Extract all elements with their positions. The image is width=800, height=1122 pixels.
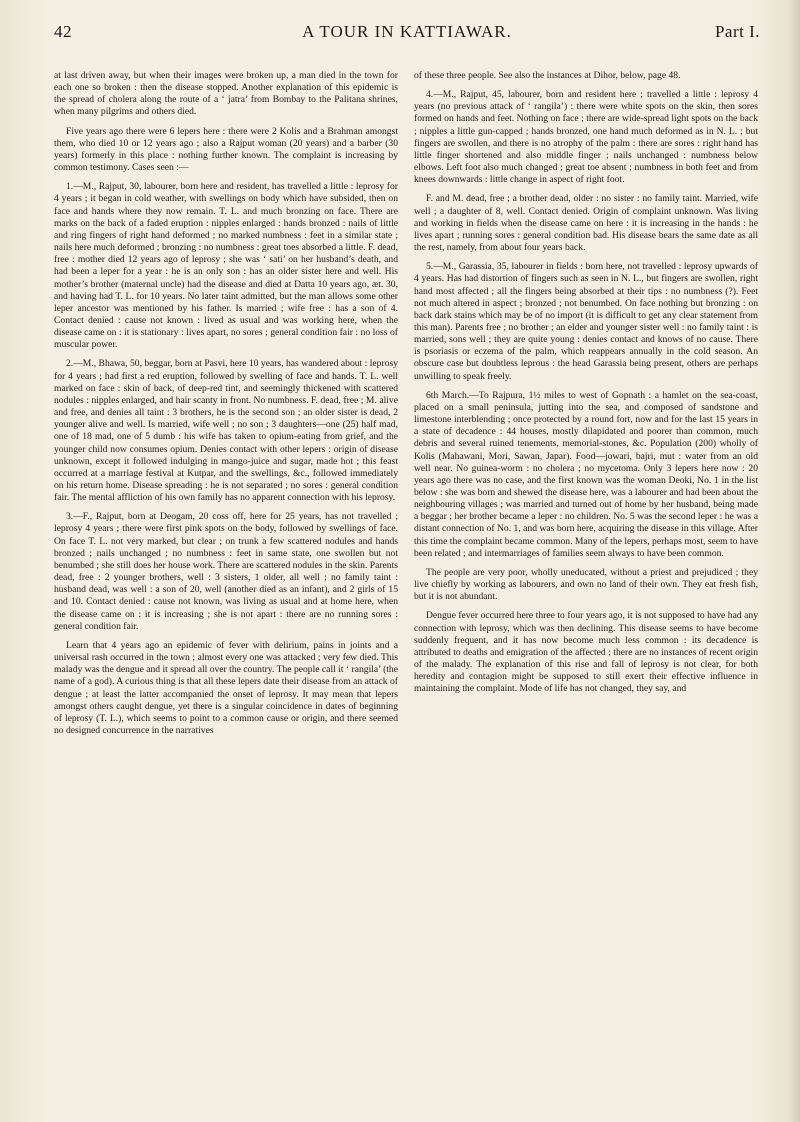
case-entry: 2.—M., Bhawa, 50, beggar, born at Pasvi, here 10 years, has wandered about : leprosy for 4 years ; had first a red eruption, followed by swelling of face and hands. T. L. well marked on face : skin of back, of deep-red tint, and seemingly thickened with scattered nodules : nipples enlarged, and hair scanty in front. No numbness. F. dead, free ; M. alive and free, and denies all taint : 3 brothers, he is the second son ; an older sister is dead, 2 younger alive and well. Is married, wife well ; no son ; 3 daughters—one (25) half mad, one of 18 mad, one of 5 dumb : his wife has taken to opium-eating from grief, and the younger child now consumes opium. Denies contact with other lepers : origin of disease unknown, except it followed indulging in mango-juice and sugar, made hot ; this feast occurred at a marriage festival at Kutpar, and the swellings, &c., followed immediately on his return home. Disease spreading : he is not separated ; no sores : general condition fair. The mental affliction of his own family has no apparent connection with his leprosy.	[54, 358, 398, 504]
paragraph: The people are very poor, wholly uneducated, without a priest and prejudiced ; they live chiefly by working as labourers, and own no land of their own. They eat fresh fish, but it is not abundant.	[414, 566, 758, 603]
paragraph: Learn that 4 years ago an epidemic of fever with delirium, pains in joints and a universal rash occurred in the town ; almost every one was attacked ; very few died. This malady was the dengue and it spread all over the country. The people call it ‘ rangila’ (the name of a god). A curious thing is that all these lepers date their disease from an attack of dengue ; at least the latter accompanied the onset of leprosy. It may mean that lepers amongst others caught dengue, yet there is a singular coincidence in dates of beginning of leprosy (T. L.), which seems to point to a common cause or origin, and there seemed no designed concurrence in the narratives	[54, 639, 398, 736]
case-entry: 4.—M., Rajput, 45, labourer, born and resident here ; travelled a little : leprosy 4 years (no previous attack of ‘ rangila’) : there were white spots on the skin, then sores formed on hands and feet. Nothing on face ; there are wide-spread light spots on the back ; nipples a little gun-capped ; hands bronzed, one hand much deformed as in N. L. ; but fingers are swollen, and there is no atrophy of the palm : there are sores : right hand has little finger shortened and also middle finger ; nails unchanged : numbness below elbows. Left foot also much changed ; great toe absent ; numbness in both feet and from knees downwards : little change in aspect of right foot.	[414, 89, 758, 186]
case-entry: 5.—M., Garassia, 35, labourer in fields : born here, not travelled : leprosy upwards of 4 years. Has had distortion of fingers such as seen in N. L., but fingers are swollen, right hand most affected ; all the fingers being absorbed at their tips : no numbness (?). Feet not much altered in aspect ; bronzed ; not benumbed. On face nothing but bronzing : on back dark stains which may be of no import (it is difficult to get any clear statement from this man). Parents free ; no brother ; an elder and younger sister well : no family taint : is married, sons well ; they are quite young : denies contact and knows of no cause. There is psoriasis or eczema of the palm, which reappears annually in the cold season. An obscure case but doubtless leprous : the head Garassia being present, others are perhaps unwilling to speak freely.	[414, 261, 758, 382]
right-column	[414, 70, 758, 703]
dated-entry: 6th March.—To Rajpura, 1½ miles to west of Gopnath : a hamlet on the sea-coast, placed on a small peninsula, jutting into the sea, and composed of sandstone and limestone interblending ; once protected by a round fort, now and for the last 15 years in a state of decadence : 44 houses, mostly dilapidated and poorer than common, much debris and several ruined tenements, memorial-stones, &c. Population (200) wholly of Kolis (Mahawani, Mori, Sawan, Japar). Food—jowari, bajri, mut : water from an old well near. No guinea-worm : no cholera ; no mycetoma. Only 3 lepers here now : 20 years ago there was no case, and the first known was the woman Deoki, No. 1 in the list below : she was born and shewed the disease here, was a labourer and had been about the neighbouring villages ; was married and turned out of home by her husband, being made a beggar ; her brother became a leper : no children. No. 5 was the second leper : he was a distant connection of No. 1, and was born here, acquiring the disease in this village. After this time the complaint became common. Many of the lepers, perhaps most, seem to have been related ; and intermarriages of families seem always to have been common.	[414, 389, 758, 559]
left-column	[54, 70, 398, 744]
running-title: A TOUR IN KATTIAWAR.	[302, 22, 512, 41]
case-entry: 3.—F., Rajput, born at Deogam, 20 coss off, here for 25 years, has not travelled ; leprosy 4 years ; there were first pink spots on the body, followed by swellings of face. On face T. L. not very marked, but clear ; on trunk a few scattered nodules and hands bronzed ; nails unchanged ; no numbness : feet in same state, one swollen but not benumbed ; she still does her house work. There are scattered nodules in the skin. Parents dead, free : 2 younger brothers, well : 3 sisters, 1 older, all well ; no family taint : husband dead, was well : a son of 20, well (another died as an infant), and 2 girls of 15 and 10. Contact denied : cause not known, was living as usual and at home here, when the disease came on : it is increasing ; she is not apart : there are no running sores : general condition fair.	[54, 511, 398, 632]
paragraph: of these three people. See also the instances at Dihor, below, page 48.	[414, 70, 681, 81]
running-head	[54, 22, 760, 44]
page-number: 42	[54, 22, 72, 41]
paragraph: at last driven away, but when their images were broken up, a man died in the town for each one so broken : then the disease stopped. Another explanation of this epidemic is the spread of cholera along the route of a ‘ jatra’ from Bombay to the Palitana shrines, when many pilgrims and others died.	[54, 70, 398, 118]
page-edge-shadow	[788, 0, 800, 1122]
part-label: Part I.	[714, 22, 760, 41]
paragraph: Five years ago there were 6 lepers here : there were 2 Kolis and a Brahman amongst them, who died 10 or 12 years ago ; also a Rajput woman (20 years) and a barber (30 years) formerly in this place : nothing further known. The complaint is increasing by common testimony. Cases seen :—	[54, 125, 398, 174]
case-entry: 1.—M., Rajput, 30, labourer, born here and resident, has travelled a little : leprosy for 4 years ; it began in cold weather, with swellings on body which have subsided, then on face and hands where they now remain. T. L. and much bronzing on face. There are marks on the back of a faded eruption : nipples enlarged : hands bronzed : nails of little and ring fingers of right hand deformed ; no marked numbness : feet in a similar state ; nails here much deformed ; bronzing : no numbness : great toes absorbed a little. F. dead, free : mother died 12 years ago of leprosy ; she was ‘ sati’ on her husband’s death, and had been a leper for a year : he is an only son : has an older sister here and well. His mother’s brother (maternal uncle) had the disease and died at Datta 10 years ago, æt. 30, and having had T. L. for 10 years. No later taint admitted, but the man allows some other leper ancestor was mentioned by his father. Is married ; wife free : has a son of 4. Contact denied : cause not known : lived as usual and was working here, when the disease came on : it is stationary : lives apart, no sores ; general condition fair : no loss of muscular power.	[54, 181, 398, 351]
paragraph: F. and M. dead, free ; a brother dead, older : no sister : no family taint. Married, wife well ; a daughter of 8, well. Contact denied. Origin of complaint unknown. Was living and working in fields when the disease came on here : it is increasing in the hands : he lives apart ; running sores : general condition bad. His disease bears the same date as all the rest, namely, from about four years back.	[414, 193, 758, 254]
paragraph: Dengue fever occurred here three to four years ago, it is not supposed to have had any connection with leprosy, which was then declining. This disease seems to have become suddenly frequent, and it has now become much less common : its decadence is attributed to deaths and emigration of the affected ; there are no instances of recent origin of the malady. The explanation of this rise and fall of leprosy is not clear, for both heredity and contagion might be supposed to still exert their effective influence in maintaining the complaint. Mode of life has not changed, they say, and	[414, 610, 758, 695]
